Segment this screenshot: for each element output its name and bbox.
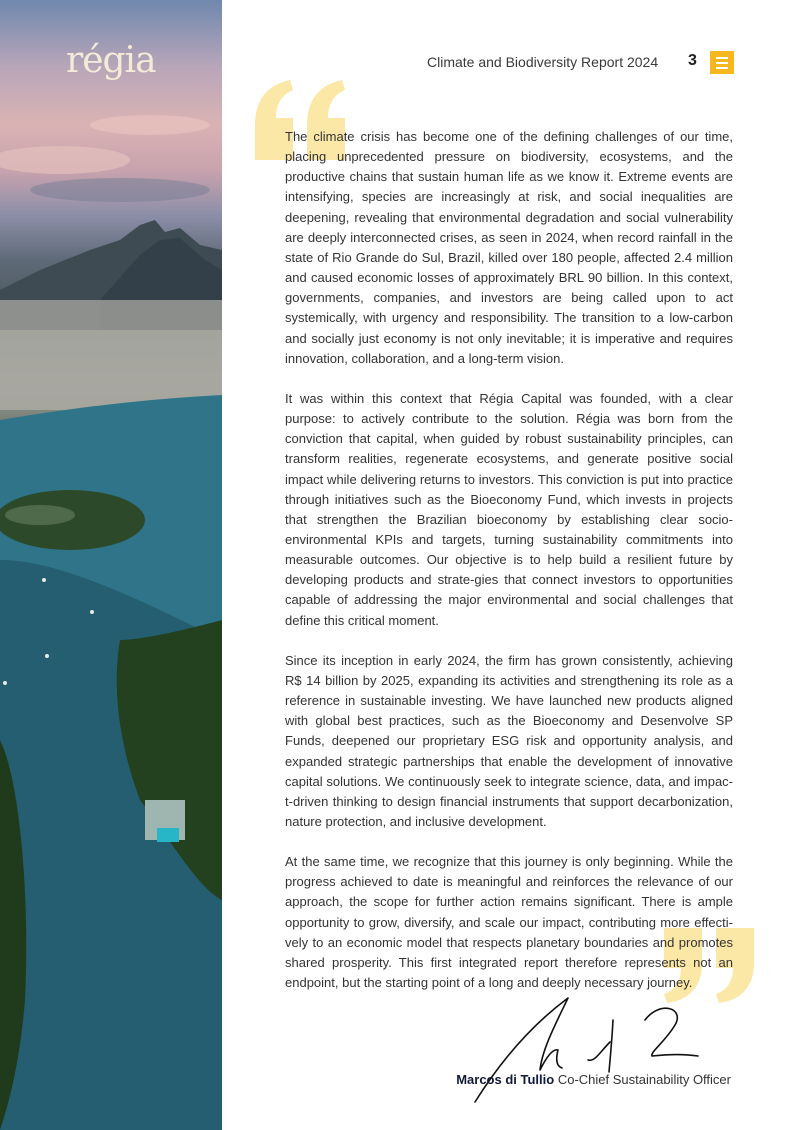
paragraph-4: At the same time, we recognize that this journey is only beginning. While the progress achieved to date is meaningful and reinforces the relevance of our approach, the scope for further action remains significant. There is ample opportunity to grow, diversify, and scale our impact, contributing more effecti-vely to an economic model that respects planetary boundaries and promotes shared prosperity. This first integrated report therefore represents not an endpoint, but the starting point of a long and deeply necessary journey. [285,854,733,991]
paragraph-2: It was within this context that Régia Capital was founded, with a clear purpose: to actively contribute to the solution. Régia was born from the conviction that capital, when guided by robust sustainability principles, can transform realities, regenerate ecosystems, and generate positive social impact while delivering returns to investors. This conviction is put into practice through initiatives such as the Bioeconomy Fund, which invests in projects that strengthen the Brazilian bioeconomy by establishing clear socio-environmental KPIs and targets, turning sustainability commitments into measurable outcomes. Our objective is to help build a resilient future by developing products and strate-gies that connect investors to opportunities capable of addressing the major environmental and social challenges that define this critical moment. [285,390,733,628]
landscape-illustration [0,0,222,1130]
regia-logo: régia [66,40,156,81]
report-title: Climate and Biodiversity Report 2024 [427,54,659,70]
page-number: 3 [688,52,697,69]
signature-caption [456,1072,731,1087]
cover-photo [0,0,222,1130]
paragraph-3: Since its inception in early 2024, the firm has grown consistently, achieving R$ 14 billion by 2025, expanding its activities and strengthening its role as a reference in sustainable investing. We have launched new products aligned with global best practices, such as the Bioeconomy and Desenvolve SP Funds, deepened our proprietary ESG risk and opportunity analysis, and expanded strategic partnerships that enable the development of innovative capital solutions. We continuously seek to integrate science, data, and impac-t-driven thinking to design financial instruments that support decarbonization, nature protection, and inclusive development. [285,652,733,829]
letter-body [285,127,733,1013]
author-role: Co-Chief Sustainability Officer [557,1072,731,1087]
menu-button[interactable] [710,51,734,74]
author-name: Marcos di Tullio [456,1072,555,1087]
signature-image [470,990,730,1105]
hamburger-menu-icon [716,57,728,59]
paragraph-1: The climate crisis has become one of the defining challenges of our time, placing unprecedented pressure on biodiversity, ecosystems, and the productive chains that sustain human life as we know it. Extreme events are intensifying, species are increasingly at risk, and social inequalities are deepening, revealing that environmental degradation and social vulnerability are deeply interconnected crises, as seen in 2024, when record rainfall in the state of Rio Grande do Sul, Brazil, killed over 180 people, affected 2.4 million and caused economic losses of approximately BRL 90 billion. In this context, governments, companies, and investors are being called upon to act systemically, with urgency and responsibility. The transition to a low-carbon and socially just economy is not only inevitable; it is imperative and requires innovation, collaboration, and a long-term vision. [285,129,733,366]
